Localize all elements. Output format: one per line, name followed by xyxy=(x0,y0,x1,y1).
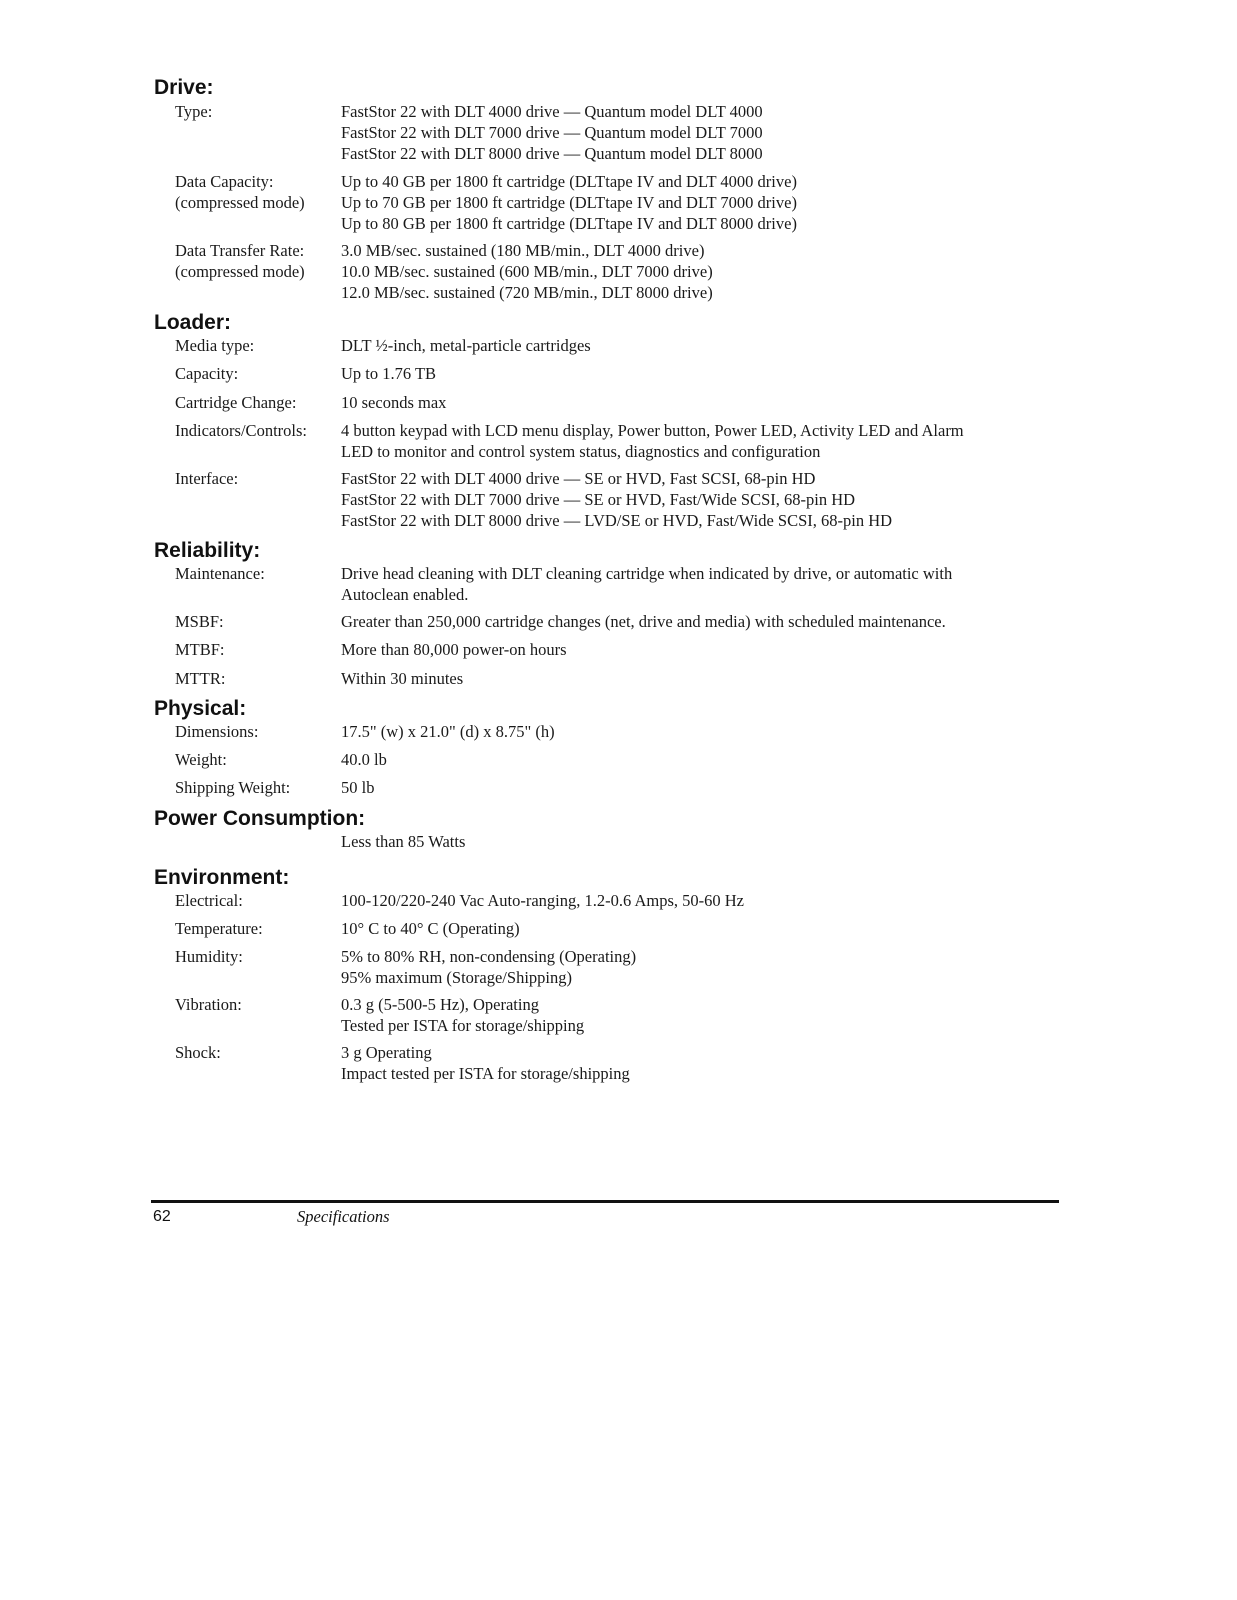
spec-label xyxy=(175,611,224,632)
label-line: Shipping Weight: xyxy=(175,778,291,797)
label-line: Capacity: xyxy=(175,364,239,383)
value-line: 4 button keypad with LCD menu display, Power button, Power LED, Activity LED and Alarm xyxy=(341,421,964,440)
value-line: 12.0 MB/sec. sustained (720 MB/min., DLT 8000 drive) xyxy=(341,283,713,302)
spec-label xyxy=(175,721,258,742)
label-line: Maintenance: xyxy=(175,564,265,583)
footer-rule xyxy=(151,1200,1059,1203)
spec-value xyxy=(341,890,1041,911)
label-line: Vibration: xyxy=(175,995,242,1014)
spec-value xyxy=(341,831,1041,852)
section-heading-power-consumption: Power Consumption: xyxy=(154,807,366,830)
value-line: FastStor 22 with DLT 4000 drive — Quantum model DLT 4000 xyxy=(341,102,763,121)
label-line: Interface: xyxy=(175,469,239,488)
section-heading-loader: Loader: xyxy=(154,311,232,334)
spec-value xyxy=(341,1042,1041,1084)
spec-label xyxy=(175,1042,221,1063)
spec-value xyxy=(341,171,1041,234)
spec-label xyxy=(175,639,225,660)
spec-value xyxy=(341,563,1041,605)
spec-label xyxy=(175,890,243,911)
spec-label xyxy=(175,994,242,1015)
label-line: Electrical: xyxy=(175,891,243,910)
spec-value xyxy=(341,468,1041,531)
spec-value xyxy=(341,363,1041,384)
value-line: 0.3 g (5-500-5 Hz), Operating xyxy=(341,995,539,1014)
running-title: Specifications xyxy=(297,1207,390,1226)
section-heading-drive: Drive: xyxy=(154,76,214,99)
spec-value xyxy=(341,611,1041,632)
value-line: Tested per ISTA for storage/shipping xyxy=(341,1016,585,1035)
label-line: MSBF: xyxy=(175,612,224,631)
value-line: FastStor 22 with DLT 7000 drive — SE or HVD, Fast/Wide SCSI, 68-pin HD xyxy=(341,490,856,509)
label-line: Type: xyxy=(175,102,213,121)
value-line: Less than 85 Watts xyxy=(341,832,466,851)
value-line: FastStor 22 with DLT 8000 drive — LVD/SE or HVD, Fast/Wide SCSI, 68-pin HD xyxy=(341,511,893,530)
spec-value xyxy=(341,392,1041,413)
spec-value xyxy=(341,777,1041,798)
label-line: (compressed mode) xyxy=(175,262,305,281)
value-line: LED to monitor and control system status, diagnostics and configuration xyxy=(341,442,821,461)
value-line: Up to 40 GB per 1800 ft cartridge (DLTtape IV and DLT 4000 drive) xyxy=(341,172,797,191)
value-line: 10 seconds max xyxy=(341,393,447,412)
spec-value xyxy=(341,946,1041,988)
section-heading-reliability: Reliability: xyxy=(154,539,261,562)
label-line: Humidity: xyxy=(175,947,243,966)
label-line: MTTR: xyxy=(175,669,226,688)
spec-value xyxy=(341,335,1041,356)
value-line: Greater than 250,000 cartridge changes (net, drive and media) with scheduled maintenance. xyxy=(341,612,946,631)
spec-value xyxy=(341,101,1041,164)
page-number: 62 xyxy=(153,1208,171,1225)
value-line: Drive head cleaning with DLT cleaning cartridge when indicated by drive, or automatic with xyxy=(341,564,953,583)
value-line: DLT ½-inch, metal-particle cartridges xyxy=(341,336,591,355)
label-line: Weight: xyxy=(175,750,227,769)
value-line: FastStor 22 with DLT 8000 drive — Quantum model DLT 8000 xyxy=(341,144,763,163)
value-line: FastStor 22 with DLT 7000 drive — Quantum model DLT 7000 xyxy=(341,123,763,142)
spec-value xyxy=(341,918,1041,939)
label-line: Shock: xyxy=(175,1043,221,1062)
value-line: 50 lb xyxy=(341,778,375,797)
spec-label xyxy=(175,363,238,384)
value-line: Up to 1.76 TB xyxy=(341,364,437,383)
value-line: 10° C to 40° C (Operating) xyxy=(341,919,520,938)
value-line: Autoclean enabled. xyxy=(341,585,469,604)
spec-value xyxy=(341,668,1041,689)
value-line: 95% maximum (Storage/Shipping) xyxy=(341,968,572,987)
spec-label xyxy=(175,563,265,584)
label-line: Media type: xyxy=(175,336,255,355)
label-line: Data Capacity: xyxy=(175,172,274,191)
value-line: 10.0 MB/sec. sustained (600 MB/min., DLT 7000 drive) xyxy=(341,262,713,281)
spec-label xyxy=(175,335,254,356)
value-line: More than 80,000 power-on hours xyxy=(341,640,567,659)
spec-label xyxy=(175,918,263,939)
spec-value xyxy=(341,420,1041,462)
spec-value xyxy=(341,994,1041,1036)
value-line: 3 g Operating xyxy=(341,1043,432,1062)
spec-label xyxy=(175,946,243,967)
label-line: Cartridge Change: xyxy=(175,393,297,412)
spec-label xyxy=(175,101,212,122)
spec-label xyxy=(175,468,238,489)
value-line: Impact tested per ISTA for storage/shipping xyxy=(341,1064,630,1083)
value-line: Within 30 minutes xyxy=(341,669,464,688)
spec-value xyxy=(341,749,1041,770)
value-line: 17.5" (w) x 21.0" (d) x 8.75" (h) xyxy=(341,722,555,741)
label-line: (compressed mode) xyxy=(175,193,305,212)
spec-label xyxy=(175,171,305,213)
value-line: FastStor 22 with DLT 4000 drive — SE or HVD, Fast SCSI, 68-pin HD xyxy=(341,469,816,488)
spec-value xyxy=(341,240,1041,303)
label-line: Data Transfer Rate: xyxy=(175,241,305,260)
spec-label xyxy=(175,420,307,441)
value-line: 5% to 80% RH, non-condensing (Operating) xyxy=(341,947,637,966)
spec-value xyxy=(341,721,1041,742)
value-line: Up to 70 GB per 1800 ft cartridge (DLTtape IV and DLT 7000 drive) xyxy=(341,193,797,212)
spec-label xyxy=(175,240,305,282)
spec-label xyxy=(175,749,227,770)
value-line: 3.0 MB/sec. sustained (180 MB/min., DLT 4000 drive) xyxy=(341,241,705,260)
label-line: Temperature: xyxy=(175,919,263,938)
label-line: MTBF: xyxy=(175,640,225,659)
section-heading-physical: Physical: xyxy=(154,697,247,720)
label-line: Dimensions: xyxy=(175,722,259,741)
section-heading-environment: Environment: xyxy=(154,866,290,889)
label-line: Indicators/Controls: xyxy=(175,421,307,440)
spec-label xyxy=(175,668,225,689)
spec-value xyxy=(341,639,1041,660)
spec-label xyxy=(175,777,290,798)
value-line: 100-120/220-240 Vac Auto-ranging, 1.2-0.6 Amps, 50-60 Hz xyxy=(341,891,744,910)
spec-label xyxy=(175,392,296,413)
value-line: Up to 80 GB per 1800 ft cartridge (DLTtape IV and DLT 8000 drive) xyxy=(341,214,797,233)
value-line: 40.0 lb xyxy=(341,750,387,769)
